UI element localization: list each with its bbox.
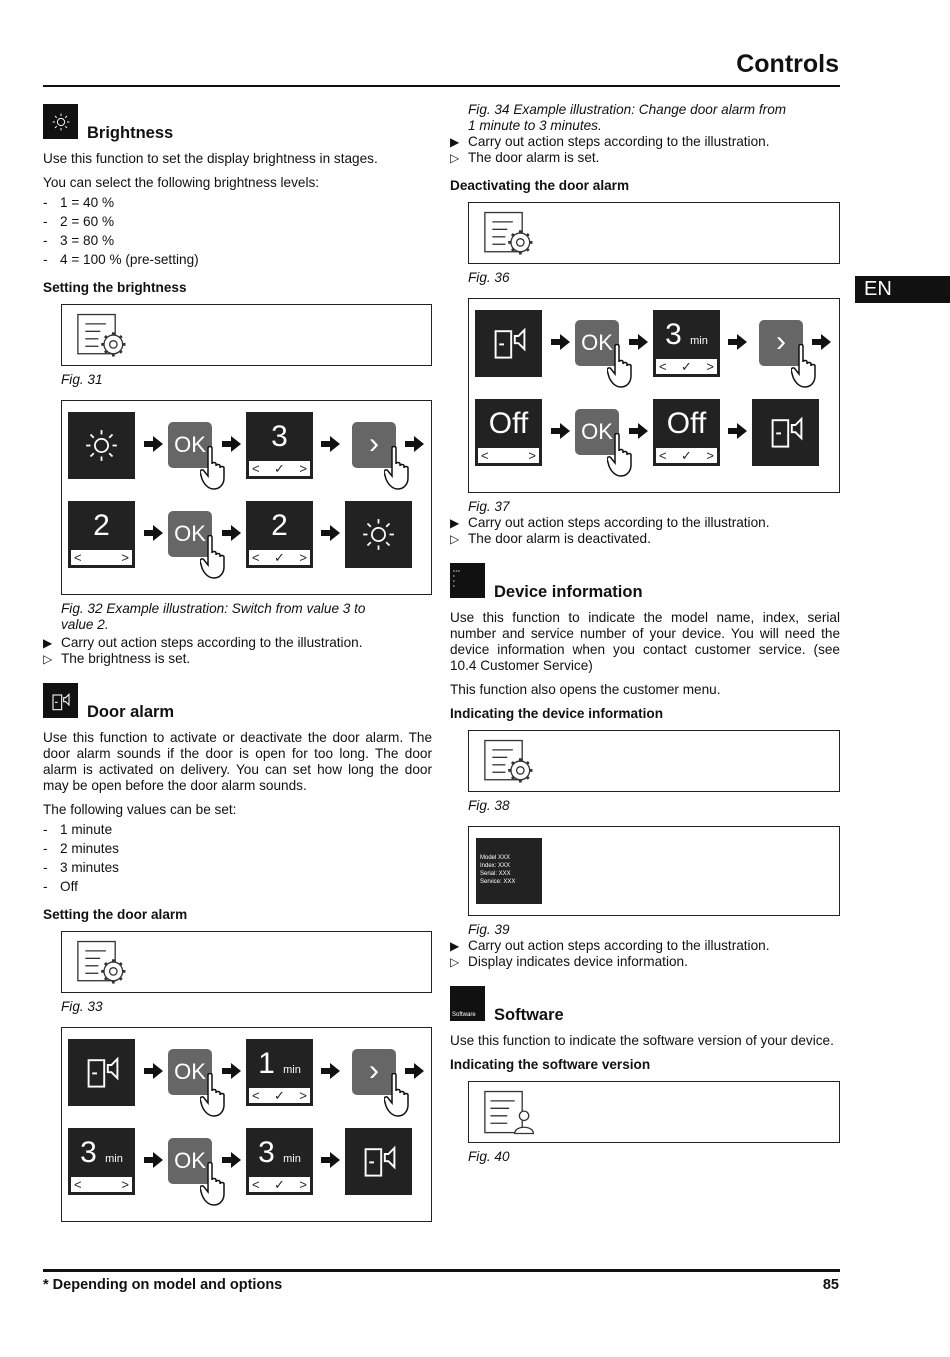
door-alarm-values-intro: The following values can be set: xyxy=(43,802,237,817)
list-item: - 2 minutes xyxy=(43,841,432,857)
fig39-box xyxy=(468,826,840,916)
arrow-icon xyxy=(321,436,340,452)
fig38-caption: Fig. 38 xyxy=(468,798,510,813)
brightness-result: ▷ The brightness is set. xyxy=(43,651,191,666)
arrow-icon xyxy=(144,1063,163,1079)
software-subheading: Indicating the software version xyxy=(450,1057,651,1072)
value-number: 3 xyxy=(271,420,288,453)
arrow-icon xyxy=(222,1152,241,1168)
door-alarm-tile xyxy=(475,310,542,377)
list-item: - Off xyxy=(43,879,432,895)
ok-button-tile: OK xyxy=(168,422,212,468)
arrow-icon xyxy=(551,423,570,439)
brightness-intro: Use this function to set the display brightness in stages. xyxy=(43,151,378,166)
list-item: - 2 = 60 % xyxy=(43,214,432,230)
software-icon-label: Software xyxy=(452,1012,476,1018)
fig36-box xyxy=(468,202,840,264)
result-text: The brightness is set. xyxy=(61,651,191,666)
value-tile-2-confirm xyxy=(246,501,313,568)
fig34-box xyxy=(61,1027,432,1222)
value-bar: < ✓ > xyxy=(248,1087,311,1104)
value-bar: < > xyxy=(70,549,133,566)
hand-icon xyxy=(384,1073,410,1117)
value-tile-3 xyxy=(246,412,313,479)
device-info-subheading: Indicating the device information xyxy=(450,706,663,721)
door-alarm-tile xyxy=(68,1039,135,1106)
arrow-icon xyxy=(551,334,570,350)
door-alarm-icon xyxy=(362,1142,398,1178)
list-item: - 1 = 40 % xyxy=(43,195,432,211)
brightness-sun-tile xyxy=(68,412,135,479)
arrow-icon xyxy=(728,334,747,350)
door-alarm-result2: ▷ The door alarm is deactivated. xyxy=(450,531,651,546)
software-title: Software xyxy=(494,1006,564,1024)
fig40-caption: Fig. 40 xyxy=(468,1149,510,1164)
arrow-icon xyxy=(144,1152,163,1168)
brightness-subheading: Setting the brightness xyxy=(43,280,187,295)
settings-icon xyxy=(483,210,539,258)
device-info-line: Model XXX xyxy=(480,855,511,861)
value-tile-3min xyxy=(653,310,720,377)
settings-icon xyxy=(483,738,539,786)
arrow-icon xyxy=(812,334,831,350)
value-number: 2 xyxy=(93,509,110,542)
ok-button-tile: OK xyxy=(168,1138,212,1184)
value-bar: < ✓ > xyxy=(655,447,718,464)
list-item: - 3 = 80 % xyxy=(43,233,432,249)
door-alarm-section-icon xyxy=(43,683,78,718)
step-text: Carry out action steps according to the illustration. xyxy=(61,635,363,650)
value-number: 3 min xyxy=(258,1136,301,1169)
arrow-icon xyxy=(144,436,163,452)
result-text: Display indicates device information. xyxy=(468,954,688,969)
value-tile-1min xyxy=(246,1039,313,1106)
device-info-result: ▷ Display indicates device information. xyxy=(450,954,688,969)
ok-button-tile: OK xyxy=(168,1049,212,1095)
value-tile-2 xyxy=(68,501,135,568)
arrow-icon xyxy=(222,1063,241,1079)
sun-icon xyxy=(85,429,118,462)
door-alarm-tile xyxy=(345,1128,412,1195)
fig38-box xyxy=(468,730,840,792)
arrow-icon xyxy=(405,436,424,452)
next-button-tile: › xyxy=(759,320,803,366)
hand-icon xyxy=(607,344,633,388)
fig32-box xyxy=(61,400,432,595)
arrow-icon xyxy=(728,423,747,439)
arrow-icon xyxy=(321,1152,340,1168)
language-tab: EN xyxy=(855,276,950,303)
device-info-step: ▶ Carry out action steps according to the illustration. xyxy=(450,938,770,953)
value-number: 1 min xyxy=(258,1047,301,1080)
door-alarm-values-list xyxy=(43,822,432,895)
fig40-box xyxy=(468,1081,840,1143)
step-text: Carry out action steps according to the illustration. xyxy=(468,938,770,953)
brightness-title: Brightness xyxy=(87,124,174,142)
device-info-extra: This function also opens the customer menu. xyxy=(450,682,721,697)
arrow-icon xyxy=(144,525,163,541)
value-bar: < ✓ > xyxy=(248,1176,311,1193)
hand-icon xyxy=(200,1162,226,1206)
door-alarm-tile xyxy=(752,399,819,466)
footer-note: * Depending on model and options xyxy=(43,1277,283,1293)
device-info-line: Service: XXX xyxy=(480,879,516,885)
device-info-line: Serial: XXX xyxy=(480,871,511,877)
value-bar: < ✓ > xyxy=(248,549,311,566)
value-bar: < ✓ > xyxy=(655,358,718,375)
settings-icon xyxy=(76,939,132,987)
door-alarm-intro: Use this function to activate or deactivate the door alarm. The door alarm sounds if the door is open for too long. The door alarm is activated on delivery. You can set how long the door may be open before the door alarm sounds. xyxy=(43,730,432,793)
next-button-tile: › xyxy=(352,422,396,468)
hand-icon xyxy=(791,344,817,388)
fig34-caption-line2: 1 minute to 3 minutes. xyxy=(468,118,602,133)
next-button-tile: › xyxy=(352,1049,396,1095)
page-number: 85 xyxy=(822,1277,839,1293)
hand-icon xyxy=(607,433,633,477)
ok-button-tile: OK xyxy=(575,320,619,366)
software-section-icon xyxy=(450,986,485,1021)
arrow-icon xyxy=(405,1063,424,1079)
hand-icon xyxy=(200,446,226,490)
person-document-icon xyxy=(483,1089,539,1137)
value-bar: < ✓ > xyxy=(248,460,311,477)
ok-button-tile: OK xyxy=(575,409,619,455)
list-item: - 4 = 100 % (pre-setting) xyxy=(43,252,432,268)
arrow-icon xyxy=(321,525,340,541)
left-column xyxy=(43,104,432,1222)
fig36-caption: Fig. 36 xyxy=(468,270,510,285)
arrow-icon xyxy=(222,436,241,452)
value-tile-off xyxy=(475,399,542,466)
value-number: 3 min xyxy=(665,318,708,351)
door-alarm-title: Door alarm xyxy=(87,703,175,721)
arrow-icon xyxy=(321,1063,340,1079)
value-tile-3min-confirm xyxy=(246,1128,313,1195)
sun-icon xyxy=(362,518,395,551)
device-info-line: Index: XXX xyxy=(480,863,511,869)
door-alarm-icon xyxy=(85,1053,121,1089)
brightness-sun-tile xyxy=(345,501,412,568)
page-title: Controls xyxy=(736,50,839,78)
fig34-caption-line1: Fig. 34 Example illustration: Change door alarm from xyxy=(468,102,787,117)
fig32-caption-line1: Fig. 32 Example illustration: Switch from value 3 to xyxy=(61,601,366,616)
arrow-icon xyxy=(629,334,648,350)
step-text: Carry out action steps according to the illustration. xyxy=(468,134,770,149)
fig33-caption: Fig. 33 xyxy=(61,999,103,1014)
deactivate-subheading: Deactivating the door alarm xyxy=(450,178,630,193)
door-alarm-step2: ▶ Carry out action steps according to the illustration. xyxy=(450,515,770,530)
door-alarm-step: ▶ Carry out action steps according to the illustration. xyxy=(450,134,770,149)
value-tile-3min xyxy=(68,1128,135,1195)
fig37-caption: Fig. 37 xyxy=(468,499,510,514)
list-item: - 1 minute xyxy=(43,822,432,838)
hand-icon xyxy=(200,535,226,579)
ok-button-tile: OK xyxy=(168,511,212,557)
device-info-title: Device information xyxy=(494,583,643,601)
value-tile-off-confirm xyxy=(653,399,720,466)
door-alarm-icon xyxy=(769,413,805,449)
value-number: Off xyxy=(488,407,529,440)
value-number: Off xyxy=(666,407,707,440)
step-text: Carry out action steps according to the illustration. xyxy=(468,515,770,530)
door-alarm-result: ▷ The door alarm is set. xyxy=(450,150,600,165)
hand-icon xyxy=(200,1073,226,1117)
result-text: The door alarm is deactivated. xyxy=(468,531,651,546)
value-bar: < > xyxy=(477,447,540,464)
fig31-caption: Fig. 31 xyxy=(61,372,103,387)
fig33-box xyxy=(61,931,432,993)
brightness-levels-list xyxy=(43,195,432,268)
fig37-box xyxy=(468,298,840,493)
value-number: 3 min xyxy=(80,1136,123,1169)
fig31-box xyxy=(61,304,432,366)
door-alarm-subheading: Setting the door alarm xyxy=(43,907,188,922)
arrow-icon xyxy=(629,423,648,439)
value-number: 2 xyxy=(271,509,288,542)
fig39-caption: Fig. 39 xyxy=(468,922,510,937)
device-info-intro: Use this function to indicate the model name, index, serial number and service number of your device. You will need the device information when you contact customer service. (see 10.4 Customer Service) xyxy=(450,610,840,673)
brightness-step: ▶ Carry out action steps according to the illustration. xyxy=(43,635,363,650)
footer-rule xyxy=(43,1269,840,1272)
brightness-levels-intro: You can select the following brightness levels: xyxy=(43,175,320,190)
device-info-tile xyxy=(476,838,542,904)
result-text: The door alarm is set. xyxy=(468,150,600,165)
list-item: - 3 minutes xyxy=(43,860,432,876)
door-alarm-icon xyxy=(492,324,528,360)
software-intro: Use this function to indicate the software version of your device. xyxy=(450,1033,834,1048)
brightness-section-icon xyxy=(43,104,78,139)
device-info-section-icon: ≡ ≡ ≡ ≡ ≡ ≡ xyxy=(450,563,485,598)
arrow-icon xyxy=(222,525,241,541)
right-column xyxy=(450,102,840,1165)
settings-icon xyxy=(76,312,132,360)
fig32-caption-line2: value 2. xyxy=(61,617,109,632)
hand-icon xyxy=(384,446,410,490)
value-bar: < > xyxy=(70,1176,133,1193)
header-rule xyxy=(43,85,840,87)
